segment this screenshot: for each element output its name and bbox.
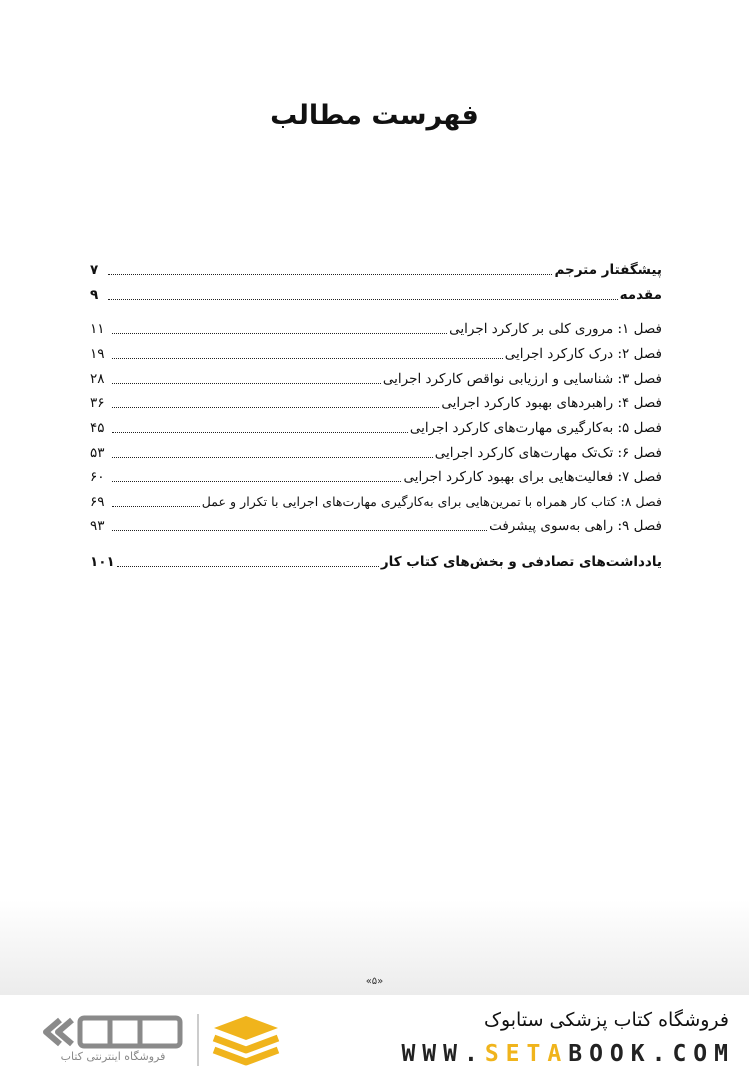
toc-row-chapter-4 (90, 391, 662, 413)
toc-row-chapter-9 (90, 514, 662, 536)
toc-page: ۳۶ (90, 395, 105, 411)
toc-page: ۵۳ (90, 445, 105, 461)
toc-row-chapter-7 (90, 465, 662, 487)
book-stack-icon (214, 1016, 278, 1040)
setabook-logo (38, 1010, 288, 1070)
url-suffix: BOOK.COM (568, 1041, 735, 1067)
leader-dots (112, 480, 401, 482)
leader-dots (112, 456, 433, 458)
publisher-footer (0, 995, 749, 1079)
toc-page: ۲۸ (90, 371, 105, 387)
url-prefix: WWW. (401, 1041, 485, 1067)
logo-wordmark-shape (80, 1018, 180, 1046)
toc-page: ۴۵ (90, 420, 105, 436)
toc-row-translator-preface (90, 258, 662, 280)
toc-row-chapter-1 (90, 317, 662, 339)
toc-label: فصل ۸: کتاب کار همراه با تمرین‌هایی برای به‌کارگیری مهارت‌های اجرایی با تکرار و عمل (201, 494, 662, 509)
toc-row-chapter-5 (90, 416, 662, 438)
toc-page: ۱۰۱ (90, 554, 115, 570)
toc-label: فصل ۶: تک‌تک مهارت‌های کارکرد اجرایی (434, 445, 662, 461)
leader-dots (112, 382, 381, 384)
logo-subtitle: فروشگاه اینترنتی کتاب (60, 1050, 166, 1063)
toc-label: فصل ۷: فعالیت‌هایی برای بهبود کارکرد اجرایی (403, 469, 662, 485)
leader-dots (112, 431, 408, 433)
leader-dots (112, 505, 200, 507)
toc-row-chapter-8 (90, 490, 662, 512)
page-number: «۵» (365, 976, 384, 987)
toc-label: فصل ۲: درک کارکرد اجرایی (504, 346, 662, 362)
toc-label: فصل ۴: راهبردهای بهبود کارکرد اجرایی (441, 395, 662, 411)
url-accent: SETA (484, 1041, 569, 1067)
toc-row-chapter-6 (90, 441, 662, 463)
toc-page: ۶۰ (90, 469, 105, 485)
toc-page: ۷ (90, 262, 99, 278)
toc-label: پیشگفتار مترجم (554, 262, 662, 278)
toc-page: ۱۱ (90, 321, 105, 337)
toc-page: ۱۹ (90, 346, 105, 362)
leader-dots (117, 565, 379, 567)
toc-page: ۶۹ (90, 494, 105, 510)
leader-dots (112, 529, 487, 531)
store-name: فروشگاه کتاب پزشکی ستابوک (483, 1009, 729, 1031)
leader-dots (112, 332, 447, 334)
leader-dots (112, 357, 503, 359)
leader-dots (108, 298, 618, 300)
toc-label: مقدمه (619, 287, 662, 303)
toc-label: فصل ۵: به‌کارگیری مهارت‌های کارکرد اجرایی (409, 420, 662, 436)
store-url[interactable] (401, 1041, 735, 1067)
leader-dots (108, 273, 552, 275)
toc-label: فصل ۹: راهی به‌سوی پیشرفت (489, 518, 662, 534)
toc-row-chapter-3 (90, 367, 662, 389)
toc-page: ۹۳ (90, 518, 105, 534)
toc-row-notes-workbook (90, 550, 662, 572)
toc-label: فصل ۳: شناسایی و ارزیابی نواقص کارکرد اجرایی (382, 371, 662, 387)
leader-dots (112, 406, 439, 408)
toc-page: ۹ (90, 287, 99, 303)
page-title: فهرست مطالب (270, 100, 479, 131)
toc-row-introduction (90, 283, 662, 305)
toc-label: یادداشت‌های تصادفی و بخش‌های کتاب کار (380, 554, 662, 570)
toc-label: فصل ۱: مروری کلی بر کارکرد اجرایی (449, 321, 662, 337)
toc-row-chapter-2 (90, 342, 662, 364)
